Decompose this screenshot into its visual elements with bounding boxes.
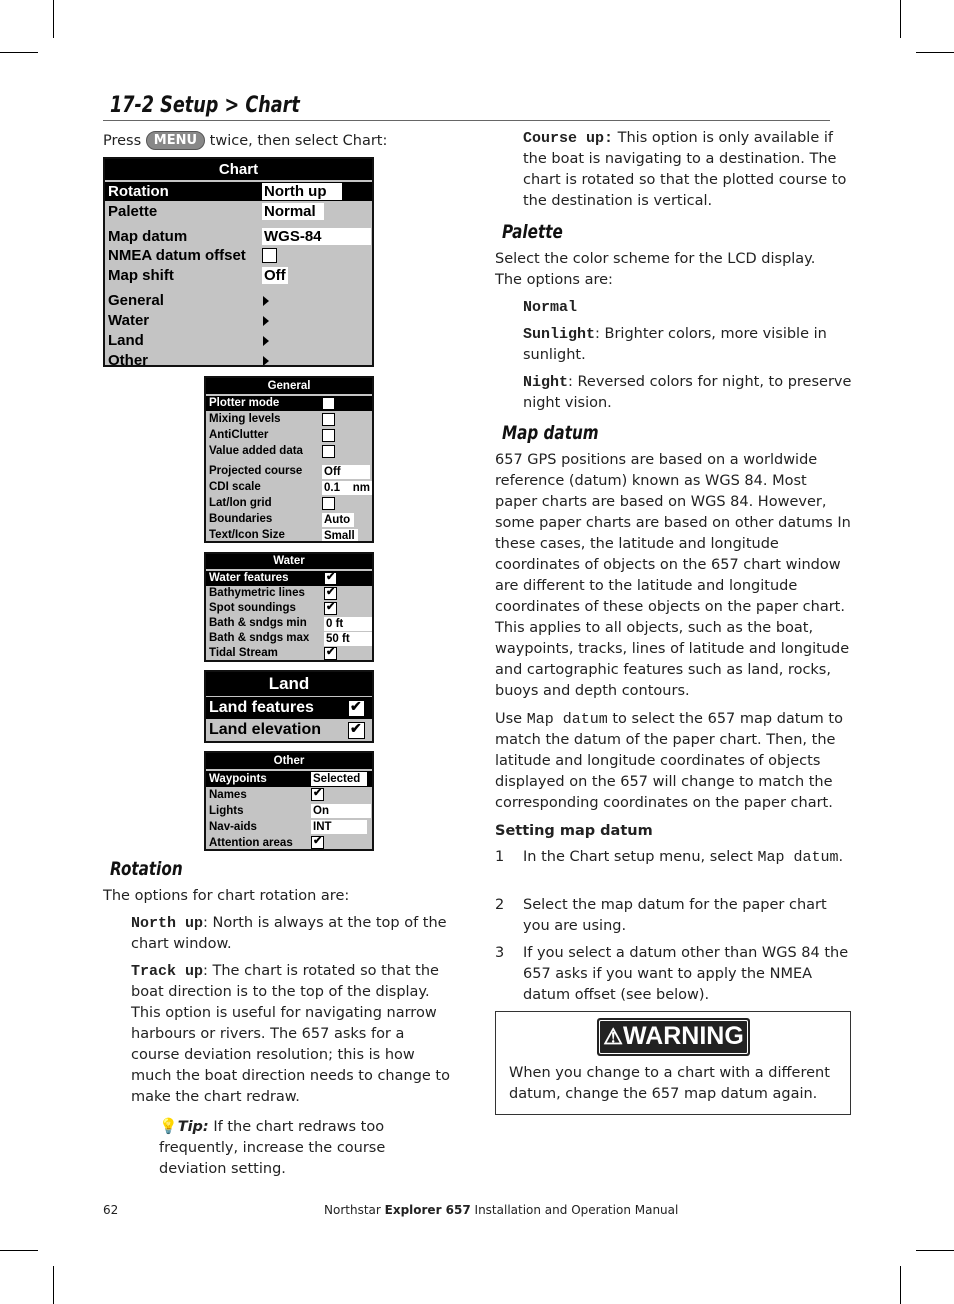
water-menu-title: Water [206, 554, 372, 569]
chart-menu-row-land[interactable] [105, 331, 372, 350]
water-menu-screen [204, 552, 374, 662]
general-row-boundaries[interactable] [206, 512, 372, 527]
nmea-offset-checkbox[interactable] [262, 248, 277, 263]
intro-after: twice, then select Chart: [205, 133, 388, 149]
crop-mark [916, 1250, 954, 1251]
crop-mark [900, 0, 901, 38]
row-label: Palette [108, 203, 158, 220]
water-features-checkbox[interactable] [324, 572, 337, 585]
row-label: Water [108, 312, 150, 329]
waypoints-value[interactable]: Selected [311, 772, 367, 786]
chart-menu-row-nmea-offset[interactable] [105, 246, 372, 265]
crop-mark [900, 1266, 901, 1304]
row-label: Bath & sndgs max [209, 632, 310, 644]
chart-menu-screen [103, 157, 374, 367]
step2-text: Select the map datum for the paper chart you are using. [523, 897, 827, 934]
palette-sunlight [523, 324, 853, 366]
map-datum-value[interactable]: WGS-84 [262, 228, 371, 245]
soundings-checkbox[interactable] [324, 602, 337, 615]
normal-term: Normal [523, 299, 578, 316]
latlon-grid-checkbox[interactable] [322, 497, 335, 510]
rotation-north-up [131, 913, 456, 955]
warning-text: When you change to a chart with a different datum, change the 657 map datum again. [509, 1065, 830, 1102]
general-row-plotter-mode[interactable] [206, 396, 372, 411]
land-menu-title: Land [206, 672, 372, 696]
cdi-scale-unit: nm [352, 482, 370, 494]
row-label: Waypoints [209, 773, 267, 785]
land-row-elevation[interactable] [206, 719, 372, 741]
anticlutter-checkbox[interactable] [322, 429, 335, 442]
row-label: Lights [209, 805, 244, 817]
projected-course-value[interactable]: Off [322, 465, 370, 479]
row-label: Land [108, 332, 144, 349]
chart-menu-row-water[interactable] [105, 311, 372, 330]
row-label: Attention areas [209, 837, 293, 849]
bath-max-value[interactable]: 50 ft [324, 632, 372, 646]
land-features-checkbox[interactable] [348, 700, 365, 717]
tip-label: Tip: [177, 1119, 209, 1135]
header-rule [103, 120, 830, 121]
course-up-term: Course up: [523, 130, 614, 147]
chart-menu-title: Chart [105, 159, 372, 180]
chart-menu-row-rotation[interactable] [105, 182, 372, 201]
chart-menu-row-palette[interactable] [105, 202, 372, 221]
row-label: CDI scale [209, 481, 261, 493]
intro-text [103, 131, 387, 152]
row-label: Names [209, 789, 247, 801]
footer-rest: Installation and Operation Manual [470, 1203, 679, 1217]
rotation-value[interactable]: North up [262, 183, 342, 200]
menu-button-label: MENU [153, 133, 198, 148]
north-up-term: North up [131, 915, 204, 932]
warning-triangle-icon: ⚠ [603, 1024, 623, 1049]
crop-mark [53, 0, 54, 38]
general-row-text-icon-size[interactable] [206, 528, 372, 543]
rotation-course-up [523, 128, 853, 212]
page-number: 62 [103, 1203, 119, 1217]
row-label: Bathymetric lines [209, 587, 305, 599]
general-row-cdi-scale[interactable] [206, 480, 372, 495]
nav-aids-value[interactable]: INT [311, 820, 367, 834]
row-label: NMEA datum offset [108, 247, 246, 264]
row-label: Water features [209, 572, 289, 584]
step-3 [495, 943, 853, 1006]
mixing-levels-checkbox[interactable] [322, 413, 335, 426]
general-row-value-added[interactable] [206, 444, 372, 459]
chevron-right-icon [263, 336, 269, 346]
other-row-attention-areas[interactable] [206, 835, 372, 851]
names-checkbox[interactable] [311, 788, 324, 801]
footer-brand: Northstar [324, 1203, 385, 1217]
row-label: Other [108, 352, 149, 367]
row-label: Text/Icon Size [209, 529, 285, 541]
step-number: 1 [495, 849, 505, 865]
lightbulb-icon: 💡 [159, 1117, 178, 1135]
land-row-features[interactable] [206, 697, 372, 719]
lights-value[interactable]: On [311, 804, 371, 818]
palette-night [523, 372, 853, 414]
night-text: : Reversed colors for night, to preserve night vision. [523, 374, 852, 411]
map-datum-para2 [495, 709, 853, 814]
warning-label: WARNING [622, 1022, 744, 1050]
track-up-term: Track up [131, 963, 204, 980]
other-row-lights[interactable] [206, 803, 372, 819]
land-elevation-checkbox[interactable] [348, 722, 365, 739]
sunlight-term: Sunlight [523, 326, 596, 343]
row-label: General [108, 292, 164, 309]
track-up-text: : The chart is rotated so that the boat direction is to the top of the display. This option is useful for navigating narrow harbours or rivers. The 657 asks for a course deviation resolution; this is how much the boat direction needs to change to make the chart redraw. [131, 963, 450, 1105]
cdi-scale-number: 0.1 [324, 482, 340, 494]
tip-text: If the chart redraws too frequently, increase the course deviation setting. [159, 1119, 386, 1177]
north-up-text: : North is always at the top of the chart window. [131, 915, 447, 952]
row-label: Mixing levels [209, 413, 281, 425]
footer-text [324, 1203, 678, 1217]
tidal-stream-checkbox[interactable] [324, 647, 337, 660]
other-row-waypoints[interactable] [206, 771, 372, 787]
row-label: Projected course [209, 465, 303, 477]
row-label: Spot soundings [209, 602, 296, 614]
course-up-text: This option is only available if the boat is navigating to a destination. The chart is rotated so that the plotted course to the destination is vertical. [523, 130, 847, 209]
row-label: Boundaries [209, 513, 273, 525]
setting-map-datum-heading: Setting map datum [495, 823, 653, 839]
warning-badge-inner [599, 1020, 748, 1054]
general-menu-screen [204, 376, 374, 543]
intro-before: Press [103, 133, 146, 149]
row-label: Land elevation [209, 721, 322, 738]
palette-intro-line2: The options are: [495, 272, 613, 288]
general-row-anticlutter[interactable] [206, 428, 372, 443]
crop-mark [0, 52, 38, 53]
menu-button-icon [146, 131, 205, 150]
step1-term: Map datum [757, 849, 839, 866]
chevron-right-icon [263, 316, 269, 326]
palette-intro [495, 249, 850, 291]
water-row-bathymetric[interactable] [206, 586, 372, 601]
land-menu-screen [204, 670, 374, 743]
palette-heading: Palette [502, 221, 563, 243]
map-datum-heading: Map datum [502, 422, 599, 444]
rotation-track-up [131, 961, 456, 1108]
rotation-intro: The options for chart rotation are: [103, 888, 350, 904]
step-2 [495, 895, 853, 937]
row-label: Lat/lon grid [209, 497, 272, 509]
para2-before: Use [495, 711, 527, 727]
value-added-checkbox[interactable] [322, 445, 335, 458]
step3-text: If you select a datum other than WGS 84 the 657 asks if you want to apply the NMEA datum offset (see below). [523, 945, 849, 1003]
sunlight-text: : Brighter colors, more visible in sunlight. [523, 326, 827, 363]
map-shift-value[interactable]: Off [262, 267, 288, 284]
crop-mark [0, 1250, 38, 1251]
bath-min-value[interactable]: 0 ft [324, 617, 372, 631]
row-label: Tidal Stream [209, 647, 278, 659]
chart-menu-row-general[interactable] [105, 291, 372, 310]
row-label: Map datum [108, 228, 188, 245]
row-label: Map shift [108, 267, 174, 284]
row-label: Bath & sndgs min [209, 617, 307, 629]
step1-before: In the Chart setup menu, select [523, 849, 758, 865]
map-datum-para1: 657 GPS positions are based on a worldwide reference (datum) known as WGS 84. Most paper charts are based on WGS 84. However, some paper charts are based on other datums In these cases, the latitude and longitude coordinates of objects on the 657 chart window are different to the latitude and longitude coordinates of these objects on the paper chart. This applies to all objects, such as the boat, waypoints, tracks, lines of latitude and longitude and cartographic features such as land, rocks, buoys and depth contours. [495, 452, 851, 699]
row-label: AntiClutter [209, 429, 269, 441]
general-row-latlon-grid[interactable] [206, 496, 372, 511]
warning-box [495, 1011, 851, 1115]
step-number: 3 [495, 945, 505, 961]
para2-after: to select the 657 map datum to match the datum of the paper chart. Then, the latitude and longitude coordinates of objects displayed on the 657 will change to match the corresponding coordinates on the paper chart. [495, 711, 843, 811]
text-icon-size-value[interactable]: Small [322, 529, 358, 543]
step1-after: . [838, 849, 844, 865]
chart-menu-row-map-datum[interactable] [105, 227, 372, 246]
crop-mark [916, 52, 954, 53]
row-label: Value added data [209, 445, 303, 457]
general-row-projected-course[interactable] [206, 464, 372, 479]
other-row-nav-aids[interactable] [206, 819, 372, 835]
row-label: Nav-aids [209, 821, 257, 833]
general-menu-title: General [206, 378, 372, 394]
water-row-bath-min[interactable] [206, 616, 372, 631]
water-row-features[interactable] [206, 571, 372, 586]
rotation-heading: Rotation [110, 858, 183, 880]
other-menu-screen [204, 751, 374, 851]
crop-mark [53, 1266, 54, 1304]
palette-intro-line1: Select the color scheme for the LCD display. [495, 251, 816, 267]
bathymetric-checkbox[interactable] [324, 587, 337, 600]
row-label: Rotation [108, 183, 169, 200]
map-datum-term: Map datum [526, 711, 608, 728]
rotation-tip [159, 1116, 455, 1180]
plotter-mode-checkbox[interactable] [322, 397, 335, 410]
chart-menu-row-map-shift[interactable] [105, 266, 372, 285]
palette-value[interactable]: Normal [262, 203, 324, 220]
cdi-scale-value[interactable] [322, 481, 372, 495]
step-1 [495, 847, 853, 868]
footer-product: Explorer 657 [384, 1203, 471, 1217]
other-menu-title: Other [206, 753, 372, 769]
page-title: 17-2 Setup > Chart [110, 93, 300, 118]
chart-menu-row-other[interactable] [105, 351, 372, 367]
general-row-mixing-levels[interactable] [206, 412, 372, 427]
boundaries-value[interactable]: Auto [322, 513, 354, 527]
water-row-bath-max[interactable] [206, 631, 372, 646]
row-label: Land features [209, 699, 314, 716]
other-row-names[interactable] [206, 787, 372, 803]
attention-areas-checkbox[interactable] [311, 836, 324, 849]
step-number: 2 [495, 897, 505, 913]
water-row-tidal-stream[interactable] [206, 646, 372, 661]
chevron-right-icon [263, 356, 269, 366]
palette-normal [523, 297, 853, 318]
night-term: Night [523, 374, 569, 391]
row-label: Plotter mode [209, 397, 280, 409]
chevron-right-icon [263, 296, 269, 306]
water-row-soundings[interactable] [206, 601, 372, 616]
